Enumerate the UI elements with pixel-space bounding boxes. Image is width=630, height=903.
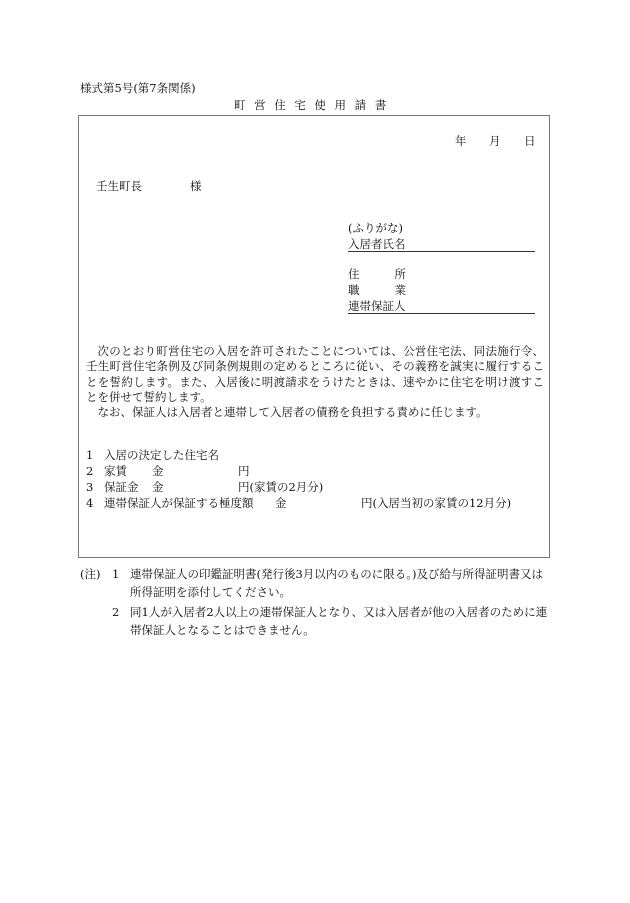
item-housing-name — [86, 448, 219, 462]
item-deposit — [86, 480, 323, 494]
notes-section — [80, 565, 550, 639]
address-field[interactable] — [348, 267, 406, 281]
item-amount-prefix[interactable]: 金 — [152, 480, 164, 494]
guarantor-label: 連帯保証人 — [348, 299, 406, 313]
item-label: 家賃 — [104, 464, 127, 478]
date-month-label: 月 — [489, 134, 501, 148]
item-number: 3 — [86, 480, 94, 494]
item-rent — [86, 464, 250, 478]
note-item — [80, 565, 550, 601]
address-label-2: 所 — [394, 267, 406, 281]
document-title: 町営住宅使用請書 — [234, 98, 395, 112]
item-label: 入居の決定した住宅名 — [104, 448, 219, 462]
pledge-paragraph-1: 次のとおり町営住宅の入居を許可されたことについては、公営住宅法、同法施行令、壬生町営住宅条例及び同条例規則の定めるところに従い、その義務を誠実に履行することを誓約します。また、入居後に明渡請求をうけたときは、速やかに住宅を明け渡すことを併せて誓約します。 — [86, 344, 544, 404]
item-amount-prefix[interactable]: 金 — [275, 496, 287, 510]
furigana-label: (ふりがな) — [348, 221, 403, 235]
item-label: 連帯保証人が保証する極度額 — [104, 496, 254, 510]
resident-name-field[interactable] — [348, 237, 535, 252]
item-amount-prefix[interactable]: 金 — [152, 464, 164, 478]
date-year-label: 年 — [455, 134, 467, 148]
occupation-label-2: 業 — [394, 283, 406, 297]
note-text: 同1人が入居者2人以上の連帯保証人となり、又は入居者が他の入居者のために連帯保証人となることはできません。 — [130, 605, 548, 637]
item-number: 1 — [86, 448, 94, 462]
item-guarantee-limit — [86, 496, 511, 510]
pledge-paragraph-2: なお、保証人は入居者と連帯して入居者の債務を負担する責めに任じます。 — [97, 405, 488, 420]
address-label-1: 住 — [348, 267, 360, 281]
note-text: 連帯保証人の印鑑証明書(発行後3月以内のものに限る。)及び給与所得証明書又は所得証明を添付してください。 — [130, 567, 544, 599]
occupation-field[interactable] — [348, 283, 406, 297]
note-number: 1 — [112, 567, 120, 581]
addressee-name: 壬生町長 — [96, 179, 142, 193]
note-number: 2 — [112, 605, 120, 619]
item-number: 4 — [86, 496, 94, 510]
item-suffix: 円 — [238, 464, 250, 478]
date-day-label: 日 — [524, 134, 536, 148]
resident-name-label: 入居者氏名 — [348, 237, 406, 251]
guarantor-field[interactable] — [348, 299, 535, 314]
note-item — [80, 603, 550, 639]
item-label: 保証金 — [104, 480, 139, 494]
item-number: 2 — [86, 464, 94, 478]
notes-label: (注) — [80, 567, 101, 581]
item-suffix: 円(家賃の2月分) — [238, 480, 324, 494]
item-suffix: 円(入居当初の家賃の12月分) — [361, 496, 512, 510]
occupation-label-1: 職 — [348, 283, 360, 297]
form-number: 様式第5号(第7条関係) — [80, 81, 196, 95]
pledge-text — [86, 344, 544, 420]
addressee-honorific: 様 — [190, 179, 202, 193]
